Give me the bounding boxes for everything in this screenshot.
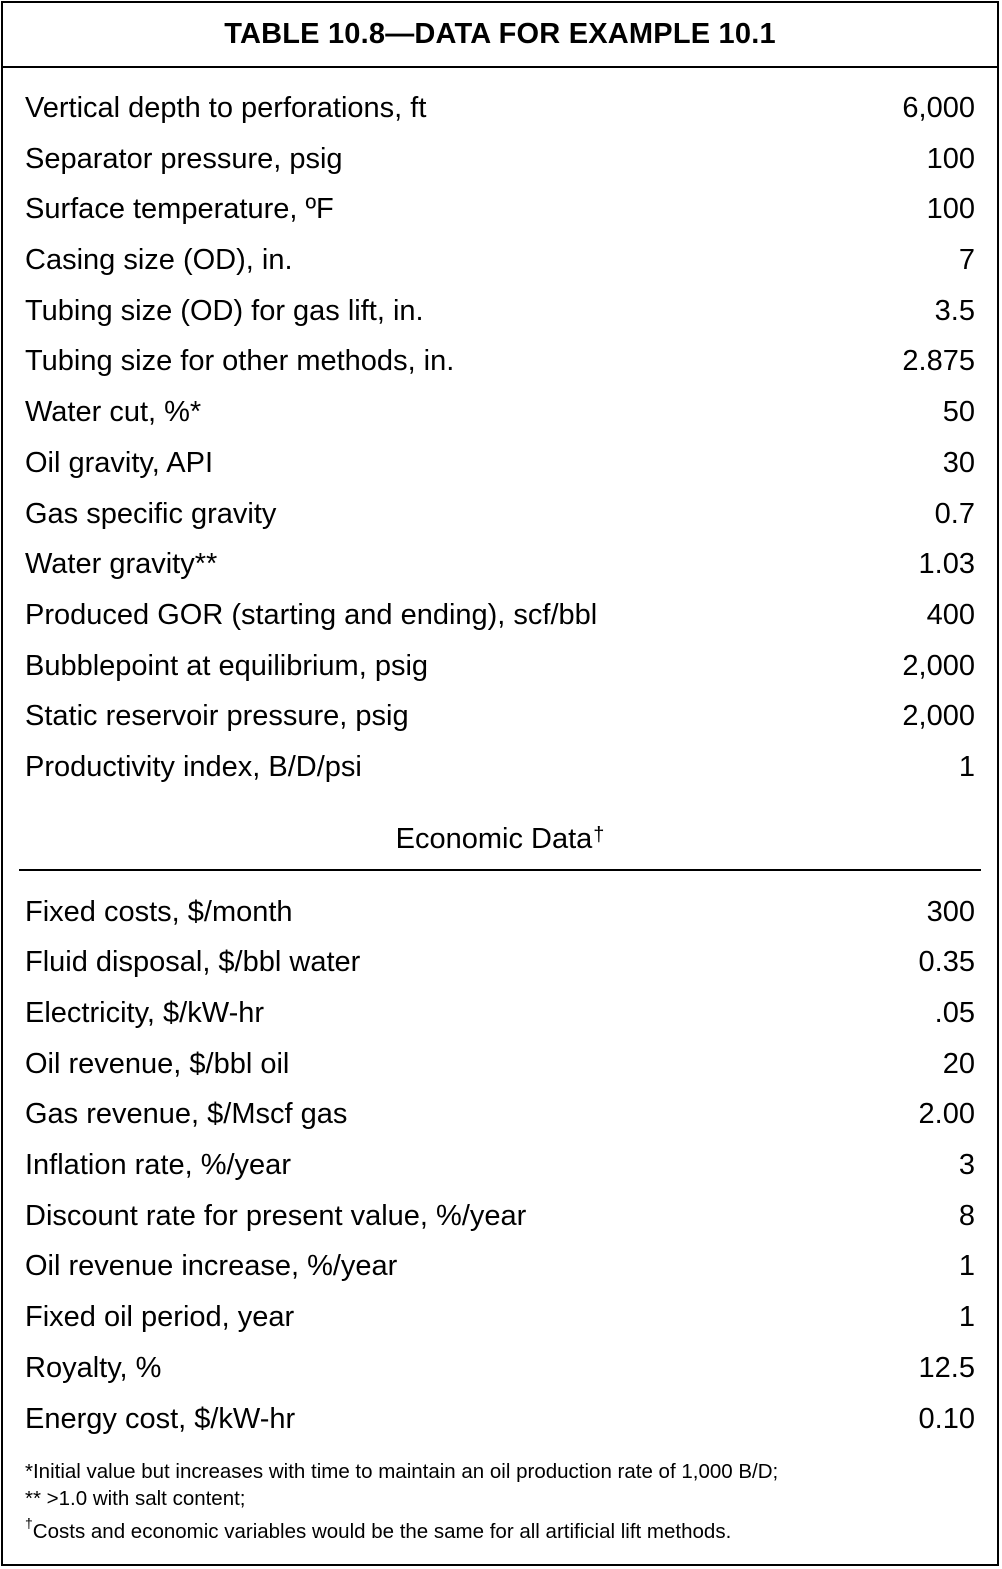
row-label: Tubing size for other methods, in.: [25, 345, 455, 378]
table-row: [25, 286, 975, 337]
row-label: Fluid disposal, $/bbl water: [25, 946, 361, 979]
footnotes: [3, 1444, 997, 1545]
row-label: Fixed costs, $/month: [25, 895, 293, 928]
row-value: 6,000: [902, 92, 975, 124]
table-row: [25, 1292, 975, 1343]
row-label: Inflation rate, %/year: [25, 1149, 291, 1182]
table-row: [25, 387, 975, 438]
table-row: [25, 1241, 975, 1292]
row-label: Gas specific gravity: [25, 497, 277, 530]
table-row: [25, 489, 975, 540]
row-label: Productivity index, B/D/psi: [25, 750, 362, 783]
row-label: Vertical depth to perforations, ft: [25, 92, 427, 124]
footnote: [25, 1512, 975, 1545]
row-value: 7: [958, 244, 975, 277]
row-value: 300: [926, 895, 975, 928]
row-label: Tubing size (OD) for gas lift, in.: [25, 294, 424, 327]
section-heading-text: Economic Data: [395, 823, 593, 856]
table-row: [25, 691, 975, 742]
table-row: [25, 83, 975, 134]
row-label: Water gravity**: [25, 548, 218, 581]
table-row: [25, 641, 975, 692]
row-label: Separator pressure, psig: [25, 142, 343, 175]
table-title: TABLE 10.8—DATA FOR EXAMPLE 10.1: [3, 3, 997, 68]
row-label: Oil revenue, $/bbl oil: [25, 1047, 290, 1080]
table-row: [25, 1394, 975, 1445]
row-value: 0.7: [934, 497, 975, 530]
table-row: [25, 1343, 975, 1394]
row-value: 100: [926, 193, 975, 226]
table-row: [25, 742, 975, 793]
table-row: [25, 1140, 975, 1191]
table-row: [25, 438, 975, 489]
table-row: [25, 937, 975, 988]
row-label: Surface temperature, ºF: [25, 193, 334, 226]
table-row: [25, 1191, 975, 1242]
row-label: Energy cost, $/kW-hr: [25, 1402, 296, 1435]
well-data-list: [3, 68, 997, 793]
row-value: 2.00: [918, 1098, 975, 1131]
row-label: Casing size (OD), in.: [25, 244, 293, 277]
row-label: Static reservoir pressure, psig: [25, 700, 409, 733]
row-value: 8: [958, 1199, 975, 1232]
row-value: 3: [958, 1149, 975, 1182]
row-value: 0.10: [918, 1402, 975, 1435]
row-label: Oil revenue increase, %/year: [25, 1250, 398, 1283]
row-value: 2.875: [902, 345, 975, 378]
row-label: Bubblepoint at equilibrium, psig: [25, 649, 429, 682]
row-value: 0.35: [918, 946, 975, 979]
table-row: [25, 1039, 975, 1090]
row-value: 1: [958, 1250, 975, 1283]
row-label: Discount rate for present value, %/year: [25, 1199, 527, 1232]
row-label: Produced GOR (starting and ending), scf/bbl: [25, 598, 598, 631]
dagger-mark: †: [593, 824, 605, 847]
row-value: 2,000: [902, 649, 975, 682]
row-label: Electricity, $/kW-hr: [25, 997, 265, 1029]
table-row: [25, 134, 975, 185]
footnote-text: Costs and economic variables would be the same for all artificial lift methods.: [32, 1520, 732, 1544]
table-row: [25, 590, 975, 641]
row-label: Oil gravity, API: [25, 446, 214, 479]
row-value: 2,000: [902, 700, 975, 733]
row-value: 400: [926, 598, 975, 631]
row-value: 50: [942, 396, 975, 429]
table-row: [25, 336, 975, 387]
dagger-mark: †: [25, 1515, 33, 1532]
table-row: [25, 235, 975, 286]
table-row: [25, 539, 975, 590]
data-table: [1, 1, 999, 1566]
economic-data-heading: [19, 811, 981, 871]
table-row: [25, 988, 975, 1039]
row-label: Fixed oil period, year: [25, 1301, 295, 1334]
economic-data-list: [3, 871, 997, 1445]
row-label: Royalty, %: [25, 1351, 162, 1384]
row-value: 1: [958, 750, 975, 783]
row-value: .05: [934, 997, 975, 1029]
row-value: 20: [942, 1047, 975, 1080]
row-value: 100: [926, 142, 975, 175]
table-row: [25, 887, 975, 938]
row-value: 3.5: [934, 294, 975, 327]
row-label: Water cut, %*: [25, 396, 202, 429]
table-row: [25, 1089, 975, 1140]
row-value: 30: [942, 446, 975, 479]
row-label: Gas revenue, $/Mscf gas: [25, 1098, 348, 1131]
row-value: 1.03: [918, 548, 975, 581]
footnote: ** >1.0 with salt content;: [25, 1487, 246, 1511]
row-value: 12.5: [918, 1351, 975, 1384]
row-value: 1: [958, 1301, 975, 1334]
table-row: [25, 184, 975, 235]
footnote: *Initial value but increases with time to maintain an oil production rate of 1,000 B/D;: [25, 1460, 779, 1484]
